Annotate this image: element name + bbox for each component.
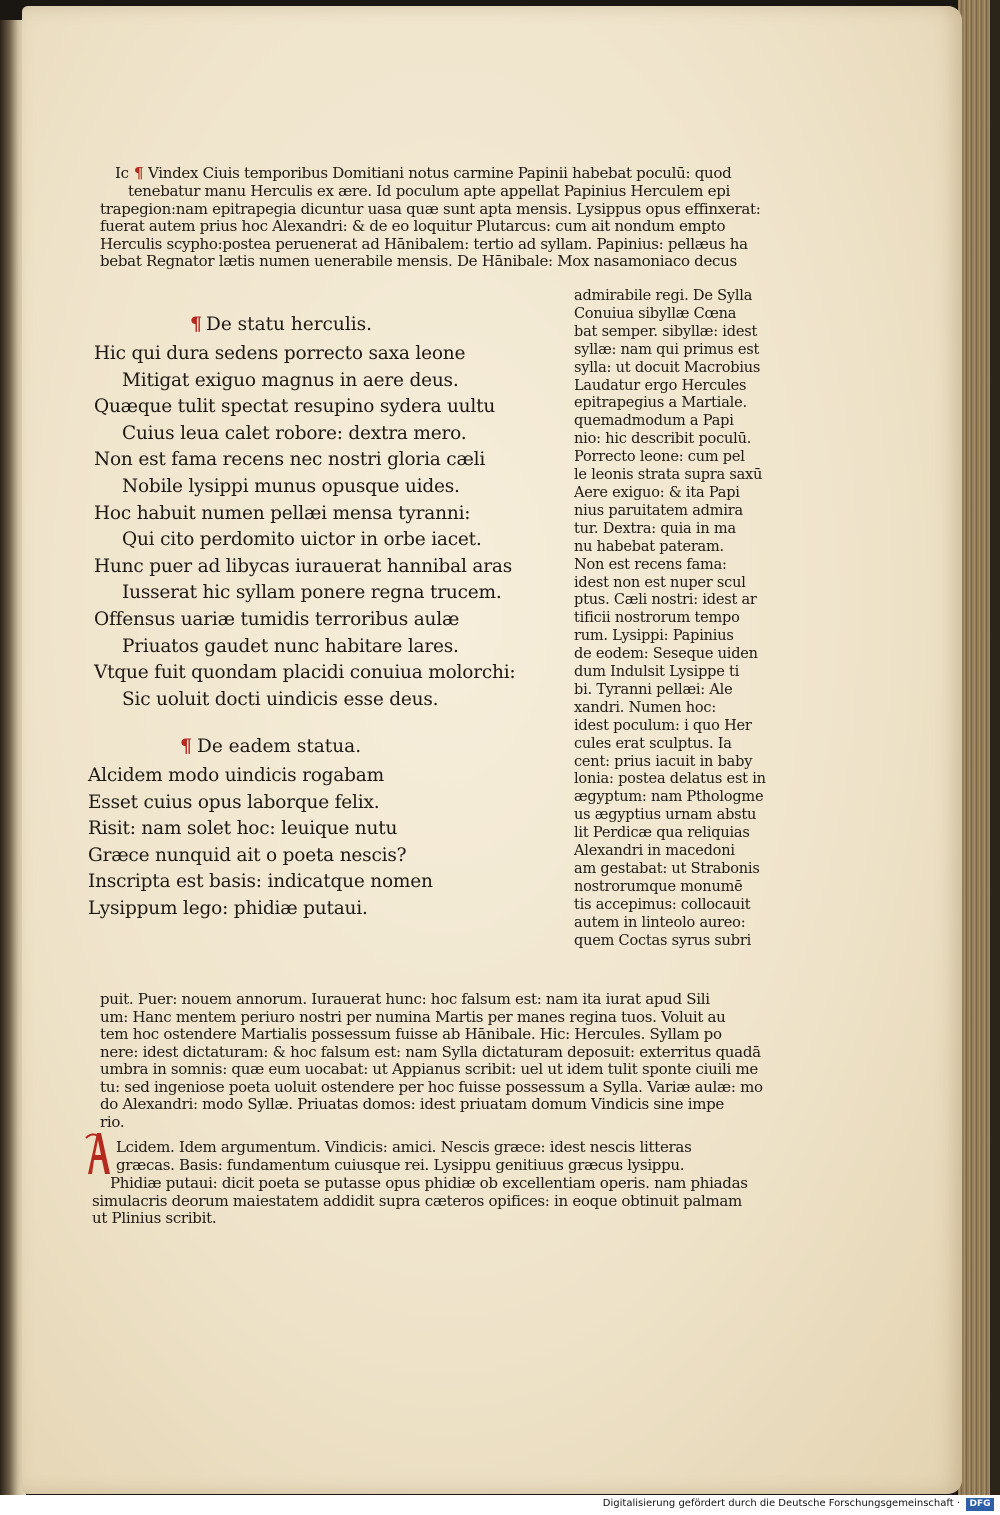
line-number: Ic: [115, 164, 129, 182]
gloss-line: autem in linteolo aureo:: [574, 914, 746, 931]
verse-line: Esset cuius opus laborque felix.: [88, 791, 380, 813]
verse-line: Hic qui dura sedens porrecto saxa leone: [94, 343, 466, 364]
gloss-line: epitrapegius a Martiale.: [574, 395, 747, 412]
gloss-line: idest poculum: i quo Her: [574, 717, 752, 734]
gloss-line: syllæ: nam qui primus est: [574, 341, 760, 358]
gloss-line: nostrorumque monumē: [574, 878, 743, 895]
commentary-final-line: simulacris deorum maiestatem addidit supra cæteros opifices: in eoque obtinuit palmam: [92, 1191, 742, 1210]
gloss-line: lit Perdicæ qua reliquias: [574, 825, 750, 842]
commentary-top-line: Herculis scypho:postea peruenerat ad Hānibalem: tertio ad syllam. Papinius: pellæus ha: [100, 234, 748, 253]
gloss-line: Conuiua sibyllæ Cœna: [574, 305, 737, 322]
gloss-line: bi. Tyranni pellæi: Ale: [574, 681, 733, 698]
commentary-bottom-line: rio.: [100, 1112, 125, 1131]
commentary-bottom-line: nere: idest dictaturam: & hoc falsum est: nam Sylla dictaturam deposuit: exterritus quadā: [100, 1042, 761, 1061]
verse-line: Alcidem modo uindicis rogabam: [88, 765, 384, 786]
commentary-bottom-line: um: Hanc mentem periuro nostri per numina Martis per manes regina tuos. Voluit au: [100, 1007, 726, 1026]
gloss-line: ægyptum: nam Pthologme: [574, 789, 764, 806]
commentary-top-line: bebat Regnator lætis numen uenerabile mensis. De Hānibale: Mox nasamoniaco decus: [100, 252, 737, 270]
verse-line: Qui cito perdomito uictor in orbe iacet.: [122, 529, 482, 551]
verse-line: Vtque fuit quondam placidi conuiua molorchi:: [94, 662, 516, 684]
gloss-line: nio: hic describit poculū.: [574, 431, 752, 448]
gloss-line: de eodem: Seseque uiden: [574, 646, 758, 663]
gloss-line: tis accepimus: collocauit: [574, 896, 751, 913]
commentary-bottom-line: puit. Puer: nouem annorum. Iurauerat hunc: hoc falsum est: nam ita iurat apud Sili: [100, 990, 710, 1008]
gloss-line: quem Coctas syrus subri: [574, 932, 752, 949]
commentary-top-line: Vindex Ciuis temporibus Domitiani notus carmine Papinii habebat poculū: quod: [148, 164, 732, 182]
pilcrow-mark: ¶: [134, 164, 144, 182]
verse-line: Risit: nam solet hoc: leuique nutu: [88, 818, 398, 840]
gloss-line: tur. Dextra: quia in ma: [574, 520, 736, 537]
verse-line: Mitigat exiguo magnus in aere deus.: [122, 369, 459, 391]
footer-credit: Digitalisierung gefördert durch die Deutsche Forschungsgemeinschaft ·: [602, 1498, 960, 1509]
commentary-final-line: græcas. Basis: fundamentum cuiusque rei. Lysippu genitiuus græcus lysippu.: [116, 1155, 685, 1174]
verse-line: Lysippum lego: phidiæ putaui.: [88, 897, 368, 919]
verse-line: Inscripta est basis: indicatque nomen: [88, 871, 433, 893]
gloss-line: Non est recens fama:: [574, 556, 727, 573]
commentary-final: [116, 1139, 691, 1174]
section-heading: De eadem statua.: [197, 736, 362, 757]
verse-line: Cuius leua calet robore: dextra mero.: [122, 422, 467, 444]
poem-2: [88, 763, 433, 923]
verse-line: Offensus uariæ tumidis terroribus aulæ: [94, 608, 460, 630]
commentary-final-line: ut Plinius scribit.: [92, 1209, 217, 1227]
gloss-line: ptus. Cæli nostri: idest ar: [574, 592, 757, 609]
gloss-line: am gestabat: ut Strabonis: [574, 861, 760, 877]
gloss-line: idest non est nuper scul: [574, 574, 746, 591]
red-initial-a-icon: [84, 1130, 112, 1176]
poem-1: [94, 341, 515, 713]
gloss-line: sylla: ut docuit Macrobius: [574, 359, 761, 376]
gloss-line: tificii nostrorum tempo: [574, 610, 740, 627]
commentary-top-line: trapegion:nam epitrapegia dicuntur uasa quæ sunt apta mensis. Lysippus opus effinxerat:: [100, 199, 761, 218]
gloss-line: nu habebat pateram.: [574, 538, 724, 555]
gloss-line: Aere exiguo: & ita Papi: [574, 484, 740, 501]
gloss-line: Porrecto leone: cum pel: [574, 449, 745, 466]
section-heading: De statu herculis.: [206, 314, 373, 335]
left-page-bleed: [0, 150, 24, 1450]
gloss-line: quemadmodum a Papi: [574, 413, 734, 430]
dfg-logo: DFG: [966, 1498, 994, 1511]
gloss-column: [574, 288, 766, 951]
gloss-line: cules erat sculptus. Ia: [574, 735, 732, 752]
commentary-bottom: [100, 991, 763, 1131]
gloss-line: dum Indulsit Lysippe ti: [574, 664, 740, 681]
commentary-final-line: Phidiæ putaui: dicit poeta se putasse opus phidiæ ob excellentiam operis. nam phiadas: [110, 1174, 748, 1192]
book-cover-edge: [990, 0, 1000, 1495]
gloss-line: Laudatur ergo Hercules: [574, 377, 747, 394]
manuscript-page: [22, 6, 962, 1494]
verse-line: Græce nunquid ait o poeta nescis?: [88, 844, 407, 866]
gloss-line: admirabile regi. De Sylla: [574, 288, 753, 304]
verse-line: Quæque tulit spectat resupino sydera uultu: [94, 396, 496, 418]
verse-line: Sic uoluit docti uindicis esse deus.: [122, 688, 439, 710]
commentary-bottom-line: tem hoc ostendere Martialis possessum fuisse ab Hānibale. Hic: Hercules. Syllam po: [100, 1025, 722, 1043]
verse-line: Non est fama recens nec nostri gloria cæli: [94, 449, 486, 471]
commentary-bottom-line: do Alexandri: modo Syllæ. Priuatas domos: idest priuatam domum Vindicis sine impe: [100, 1095, 725, 1113]
verse-line: Hunc puer ad libycas iurauerat hannibal aras: [94, 555, 512, 577]
verse-line: Nobile lysippi munus opusque uides.: [122, 475, 460, 497]
digitization-footer: [0, 1495, 1000, 1515]
gloss-line: nius paruitatem admira: [574, 502, 743, 519]
gloss-line: rum. Lysippi: Papinius: [574, 628, 734, 645]
commentary-top-line: fuerat autem prius hoc Alexandri: & de eo loquitur Plutarcus: cum ait nondum empto: [100, 217, 726, 235]
commentary-top-line: tenebatur manu Herculis ex ære. Id poculum apte appellat Papinius Herculem epi: [128, 182, 731, 200]
commentary-final-line: Lcidem. Idem argumentum. Vindicis: amici. Nescis græce: idest nescis litteras: [116, 1138, 692, 1156]
gloss-line: bat semper. sibyllæ: idest: [574, 323, 758, 340]
verse-line: Priuatos gaudet nunc habitare lares.: [122, 635, 459, 657]
commentary-bottom-line: tu: sed ingeniose poeta uoluit ostendere per hoc fuisse possessum a Sylla. Variæ aulæ: mo: [100, 1077, 763, 1096]
commentary-top-rest: [100, 183, 760, 271]
commentary-top: [148, 165, 731, 183]
gloss-line: le leonis strata supra saxū: [574, 467, 763, 484]
gloss-line: Alexandri in macedoni: [574, 843, 735, 860]
pilcrow-mark: ¶: [190, 313, 203, 335]
gloss-line: xandri. Numen hoc:: [574, 699, 717, 716]
commentary-final-rest: [92, 1175, 748, 1228]
verse-line: Hoc habuit numen pellæi mensa tyranni:: [94, 502, 471, 524]
gloss-line: lonia: postea delatus est in: [574, 771, 766, 788]
verse-line: Iusserat hic syllam ponere regna trucem.: [122, 582, 502, 604]
commentary-bottom-line: umbra in somnis: quæ eum uocabat: ut Appianus scribit: uel ut idem tulit sponte ciuili me: [100, 1060, 758, 1078]
gloss-line: cent: prius iacuit in baby: [574, 753, 753, 770]
gloss-line: us ægyptius urnam abstu: [574, 807, 757, 824]
pilcrow-mark: ¶: [180, 735, 193, 757]
